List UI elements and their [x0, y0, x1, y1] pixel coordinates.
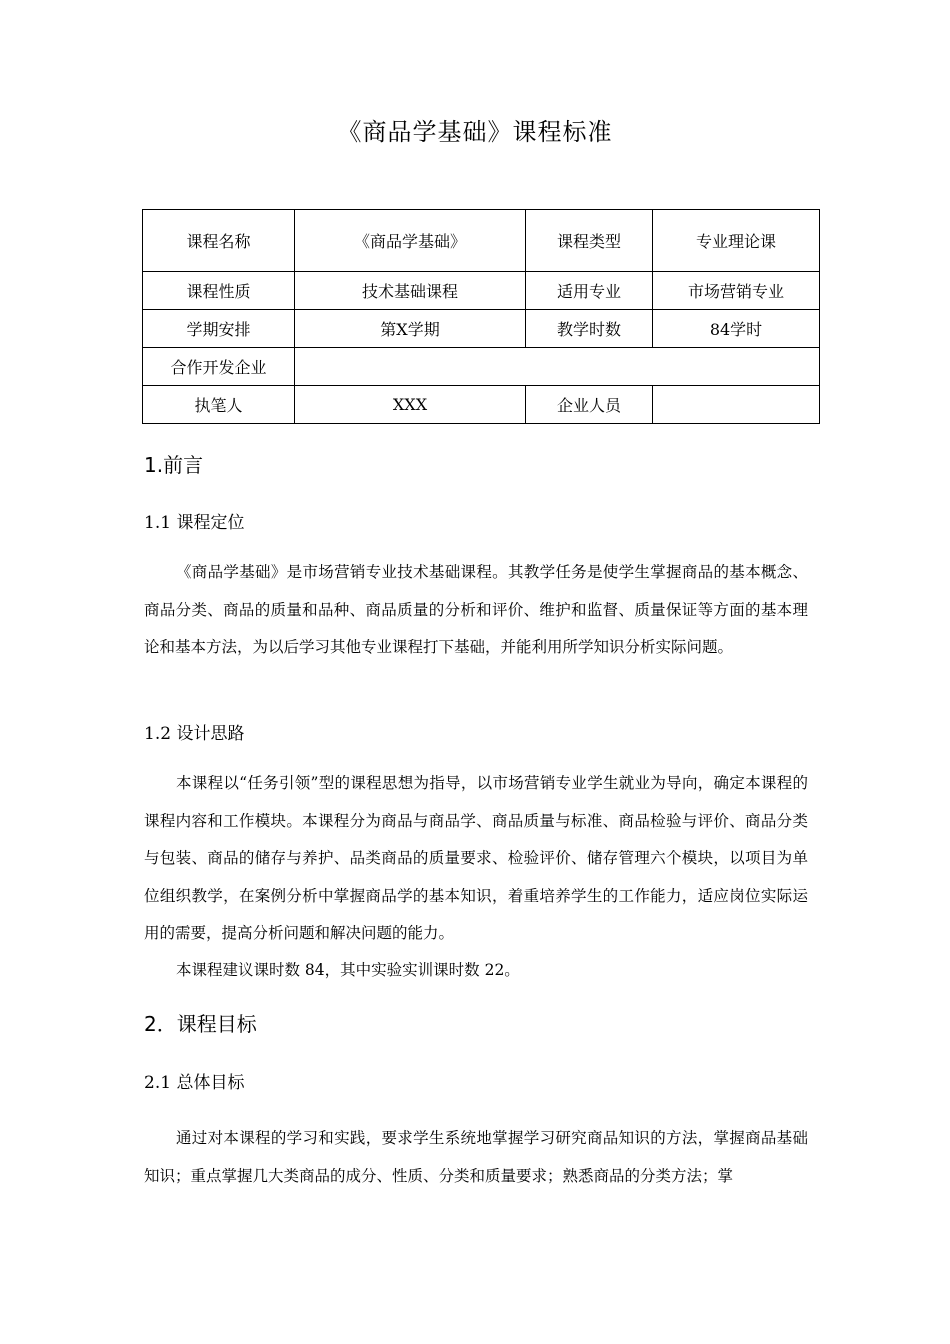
- section-1-1-paragraph: 《商品学基础》是市场营销专业技术基础课程。其教学任务是使学生掌握商品的基本概念、商品分类、商品的质量和品种、商品质量的分析和评价、维护和监督、质量保证等方面的基本理论和基本方法，为以后学习其他专业课程打下基础，并能利用所学知识分析实际问题。: [144, 563, 808, 656]
- course-name-label: 课程名称: [143, 210, 295, 272]
- course-type-label: 课程类型: [526, 210, 653, 272]
- company-staff-value: [653, 386, 820, 424]
- partner-value: [295, 348, 820, 386]
- table-row: [143, 210, 820, 272]
- section-1-1-heading: 1.1 课程定位: [144, 513, 245, 533]
- major-value: 市场营销专业: [653, 272, 820, 310]
- table-row: [143, 348, 820, 386]
- table-row: [143, 272, 820, 310]
- section-1-heading: 1.前言: [144, 453, 204, 477]
- course-type-value: 专业理论课: [653, 210, 820, 272]
- hours-label: 教学时数: [526, 310, 653, 348]
- hours-value: 84学时: [653, 310, 820, 348]
- section-1-2-hours-paragraph: 本课程建议课时数 84，其中实验实训课时数 22。: [176, 961, 520, 979]
- section-2-1-heading: 2.1 总体目标: [144, 1073, 245, 1093]
- partner-label: 合作开发企业: [143, 348, 295, 386]
- company-staff-label: 企业人员: [526, 386, 653, 424]
- semester-value: 第X学期: [295, 310, 526, 348]
- semester-label: 学期安排: [143, 310, 295, 348]
- section-2-1-paragraph: 通过对本课程的学习和实践，要求学生系统地掌握学习研究商品知识的方法，掌握商品基础知识；重点掌握几大类商品的成分、性质、分类和质量要求；熟悉商品的分类方法；掌: [144, 1129, 808, 1185]
- section-2-heading: 2．课程目标: [144, 1012, 257, 1036]
- course-name-value: 《商品学基础》: [295, 210, 526, 272]
- section-1-2-heading: 1.2 设计思路: [144, 724, 245, 744]
- table-row: [143, 310, 820, 348]
- course-nature-label: 课程性质: [143, 272, 295, 310]
- author-label: 执笔人: [143, 386, 295, 424]
- course-info-table: [142, 209, 820, 424]
- table-row: [143, 386, 820, 424]
- document-title: 《商品学基础》课程标准: [337, 118, 613, 146]
- author-value: XXX: [295, 386, 526, 424]
- course-nature-value: 技术基础课程: [295, 272, 526, 310]
- major-label: 适用专业: [526, 272, 653, 310]
- section-1-2-paragraph: 本课程以“任务引领”型的课程思想为指导，以市场营销专业学生就业为导向，确定本课程的课程内容和工作模块。本课程分为商品与商品学、商品质量与标准、商品检验与评价、商品分类与包装、商品的储存与养护、品类商品的质量要求、检验评价、储存管理六个模块，以项目为单位组织教学，在案例分析中掌握商品学的基本知识，着重培养学生的工作能力，适应岗位实际运用的需要，提高分析问题和解决问题的能力。: [144, 774, 808, 942]
